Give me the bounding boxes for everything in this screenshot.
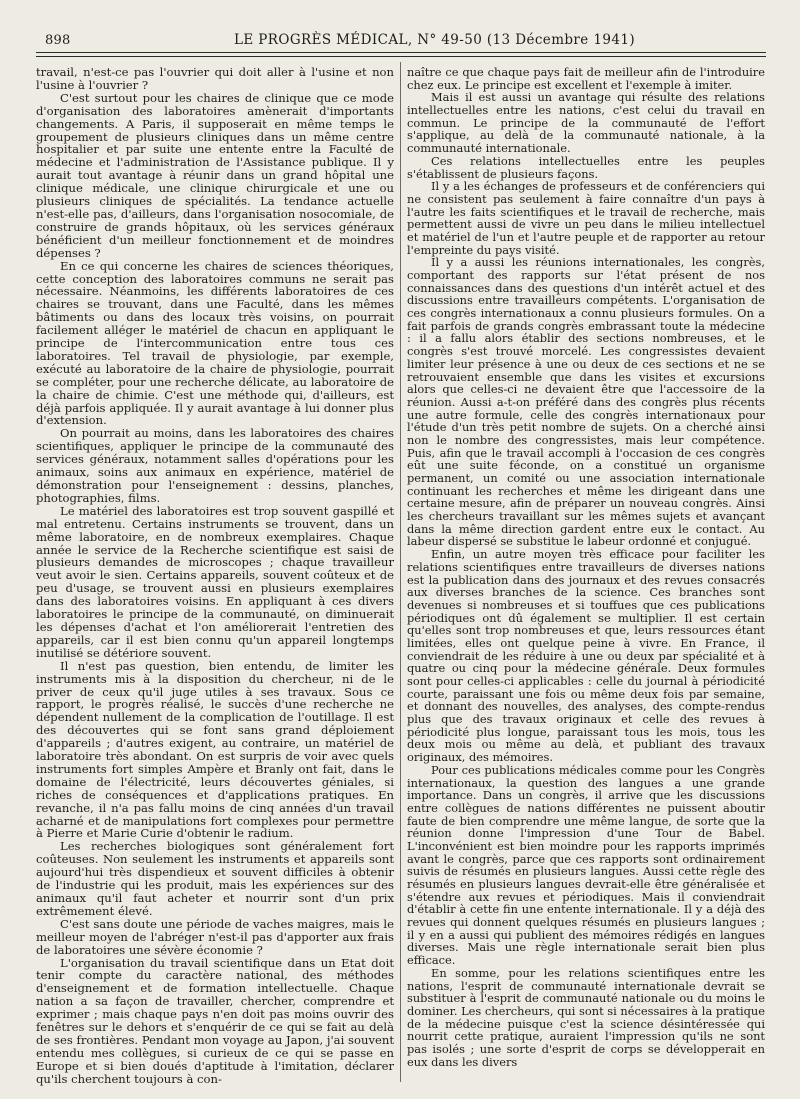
running-title: LE PROGRÈS MÉDICAL, N° 49-50 (13 Décembre 1941)	[234, 32, 635, 48]
paragraph: Il n'est pas question, bien entendu, de limiter les instruments mis à la disposition du chercheur, ni de le priver de ceux qu'il juge utiles à ses travaux. Sous ce rapport, le progrès réalisé, le succès d'une recherche ne dépendent nullement de la complication de l'outillage. Il est des découvertes qui se font sans grand déploiement d'appareils ; d'autres exigent, au contraire, un matériel de laboratoire très abondant. On est surpris de voir avec quels instruments fort simples Ampère et Branly ont fait, dans le domaine de l'électricité, leurs découvertes géniales, si riches de conséquences et d'applications pratiques. En revanche, il n'a pas fallu moins de cinq années d'un travail acharné et de manipulations fort complexes pour permettre à Pierre et Marie Curie d'obtenir le radium.	[36, 658, 394, 841]
paragraph: Il y a aussi les réunions internationales, les congrès, comportant des rapports sur l'état présent de nos connaissances dans des questions d'un intérêt actuel et des discussions entre travailleurs compétents. L'organisation de ces congrès internationaux a connu plusieurs formules. On a fait parfois de grands congrès embrassant toute la médecine : il a fallu alors établir des sections nombreuses, et le congrès s'est trouvé morcelé. Les congressistes devaient limiter leur présence à une ou deux de ces sections et ne se retrouvaient ensemble que dans les visites et excursions alors que celles-ci ne devaient être que l'accessoire de la réunion. Aussi a-t-on préféré dans des congrès plus récents une autre formule, celle des congrès internationaux pour l'étude d'un très petit nombre de sujets. On a cherché ainsi non le nombre des congressistes, mais leur compétence. Puis, afin que le travail accompli à l'occasion de ces congrès eût une suite féconde, on a constitué un organisme permanent, un comité ou une association internationale continuant les recherches et même les dirigeant dans une certaine mesure, afin de préparer un nouveau congrès. Ainsi les chercheurs travaillant sur les mêmes sujets et avançant dans la même direction gardent entre eux le contact. Au labeur dispersé se substitue le labeur ordonné et conjugué.	[407, 255, 765, 549]
column-divider	[400, 62, 401, 1082]
paragraph: En somme, pour les relations scientifiques entre les nations, l'esprit de communauté internationale devrait se substituer à l'esprit de communauté nationale ou du moins le dominer. Les chercheurs, qui sont si nécessaires à la pratique de la médecine puisque c'est la science désintéressée qui nourrit cette pratique, auraient l'impression qu'ils ne sont pas isolés ; une sorte d'esprit de corps se développerait en eux dans les divers	[407, 965, 765, 1069]
right-column	[407, 66, 765, 1086]
paragraph: Les recherches biologiques sont généralement fort coûteuses. Non seulement les instruments et appareils sont aujourd'hui très dispendieux et souvent difficiles à obtenir de l'industrie qui les produit, mais les expériences sur des animaux qu'il faut acheter et nourrir sont d'un prix extrêmement élevé.	[36, 839, 394, 918]
paragraph: En ce qui concerne les chaires de sciences théoriques, cette conception des laboratoires communs ne serait pas nécessaire. Néanmoins, les différents laboratoires de ces chaires se trouvant, dans une Faculté, dans les mêmes bâtiments ou dans des locaux très voisins, on pourrait facilement alléger le matériel de chacun en appliquant le principe de l'intercommunication entre tous ces laboratoires. Tel travail de physiologie, par exemple, exécuté au laboratoire de la chaire de physiologie, pourrait se compléter, pour une recherche délicate, au laboratoire de la chaire de chimie. C'est une méthode qui, d'ailleurs, est déjà parfois appliquée. Il y aurait avantage à lui donner plus d'extension.	[36, 258, 394, 428]
page-header	[28, 31, 772, 51]
paragraph: Mais il est aussi un avantage qui résulte des relations intellectuelles entre les nations, c'est celui du travail en commun. Le principe de la communauté de l'effort s'applique, au delà de la communauté nationale, à la communauté internationale.	[407, 90, 765, 156]
paragraph: Pour ces publications médicales comme pour les Congrès internationaux, la question des langues a une grande importance. Dans un congrès, il arrive que les discussions entre collègues de nations différentes ne puissent aboutir faute de bien comprendre une même langue, de sorte que la réunion donne l'impression d'une Tour de Babel. L'inconvénient est bien moindre pour les rapports imprimés avant le congrès, parce que ces rapports sont ordinairement suivis de résumés en plusieurs langues. Aussi cette règle des résumés en plusieurs langues devrait-elle être généralisée et s'étendre aux revues et périodiques. Mais il conviendrait d'établir à cette fin une entente internationale. Il y a déjà des revues qui donnent quelques résumés en plusieurs langues ; il y en a aussi qui publient des mémoires rédigés en langues diverses. Mais une règle internationale serait bien plus efficace.	[407, 762, 765, 968]
paragraph: C'est surtout pour les chaires de clinique que ce mode d'organisation des laboratoires amènerait d'importants changements. A Paris, il supposerait en même temps le groupement de plusieurs cliniques dans un même centre hospitalier et par suite une entente entre la Faculté de médecine et l'administration de l'Assistance publique. Il y aurait tout avantage à réunir dans un grand hôpital une clinique médicale, une clinique chirurgicale et une ou plusieurs cliniques de spécialités. La tendance actuelle n'est-elle pas, d'ailleurs, dans l'organisation nosocomiale, de construire de grands hôpitaux, où les services généraux bénéficient d'un meilleur fonctionnement et de moindres dépenses ?	[36, 90, 394, 260]
left-column	[36, 66, 394, 1086]
header-rule-thin	[36, 56, 766, 57]
paragraph: Le matériel des laboratoires est trop souvent gaspillé et mal entretenu. Certains instruments se trouvent, dans un même laboratoire, en de nombreux exemplaires. Chaque année le service de la Recherche scientifique est saisi de plusieurs demandes de microscopes ; chaque travailleur veut avoir le sien. Certains appareils, souvent coûteux et de peu d'usage, se trouvent aussi en plusieurs exemplaires dans des laboratoires voisins. En appliquant à ces divers laboratoires le principe de la communauté, on diminuerait les dépenses d'achat et l'on améliorerait l'entretien des appareils, car il est bien connu qu'un appareil longtemps inutilisé se détériore souvent.	[36, 503, 394, 660]
paragraph: Il y a les échanges de professeurs et de conférenciers qui ne consistent pas seulement à faire connaître d'un pays à l'autre les faits scientifiques et le travail de recherche, mais permettent aussi de vivre un peu dans le milieu intellectuel et matériel de l'un et l'autre peuple et de rapporter au retour l'empreinte du pays visité.	[407, 179, 765, 257]
page-number: 898	[45, 33, 71, 48]
header-rule	[36, 52, 766, 53]
paragraph: Ces relations intellectuelles entre les peuples s'établissent de plusieurs façons.	[407, 153, 765, 181]
paragraph: naître ce que chaque pays fait de meilleur afin de l'introduire chez eux. Le principe est excellent et l'exemple à imiter.	[407, 66, 765, 92]
paragraph: L'organisation du travail scientifique dans un Etat doit tenir compte du caractère national, des méthodes d'enseignement et de formation intellectuelle. Chaque nation a sa façon de travailler, chercher, comprendre et exprimer ; mais chaque pays n'en doit pas moins ouvrir des fenêtres sur le dehors et s'enquérir de ce qui se fait au delà de ses frontières. Pendant mon voyage au Japon, j'ai souvent entendu mes collègues, si curieux de ce qui se passe en Europe et si bien doués d'aptitude à l'imitation, déclarer qu'ils cherchent toujours à con-	[36, 955, 394, 1086]
paragraph: travail, n'est-ce pas l'ouvrier qui doit aller à l'usine et non l'usine à l'ouvrier ?	[36, 66, 394, 92]
paragraph: C'est sans doute une période de vaches maigres, mais le meilleur moyen de l'abréger n'est-il pas d'apporter aux frais de laboratoires une sévère économie ?	[36, 916, 394, 957]
paragraph: Enfin, un autre moyen très efficace pour faciliter les relations scientifiques entre travailleurs de diverses nations est la publication dans des journaux et des revues consacrés aux diverses branches de la science. Ces branches sont devenues si nombreuses et si touffues que ces publications périodiques ont dû également se multiplier. Il est certain qu'elles sont trop nombreuses et que, leurs ressources étant limitées, elles ont quelque peine à vivre. En France, il conviendrait de les réduire à une ou deux par spécialité et à quatre ou cinq pour la médecine générale. Deux formules sont pour celles-ci applicables : celle du journal à périodicité courte, paraissant une fois ou même deux fois par semaine, et donnant des nouvelles, des analyses, des compte-rendus plus que des travaux originaux et celle des revues à périodicité plus longue, paraissant tous les mois, tous les deux mois ou même au delà, et publiant des travaux originaux, des mémoires.	[407, 547, 765, 765]
paragraph: On pourrait au moins, dans les laboratoires des chaires scientifiques, appliquer le principe de la communauté des services généraux, notamment salles d'opérations pour les animaux, soins aux animaux en expérience, matériel de démonstration pour l'enseignement : dessins, planches, photographies, films.	[36, 426, 394, 505]
